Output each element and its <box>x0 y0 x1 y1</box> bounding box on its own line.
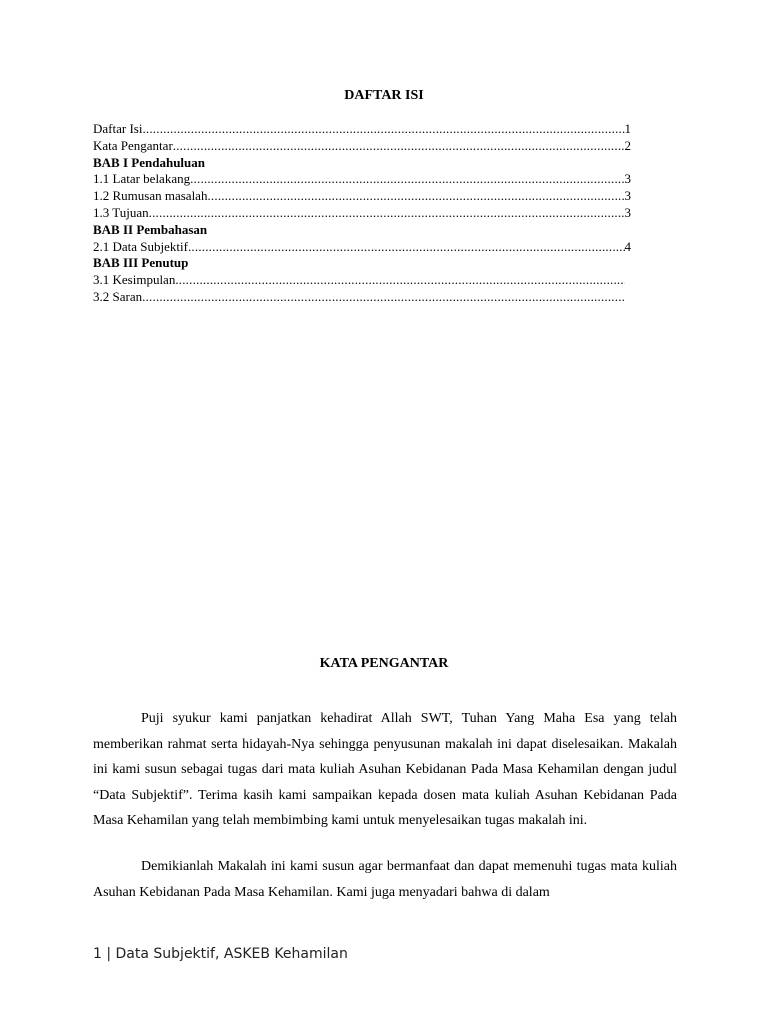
section-title: KATA PENGANTAR <box>319 656 449 671</box>
paragraph: Puji syukur kami panjatkan kehadirat Allah SWT, Tuhan Yang Maha Esa yang telah memberikan rahmat serta hidayah-Nya sehingga penyusunan makalah ini dapat diselesaikan. Makalah ini kami susun sebagai tugas dari mata kuliah Asuhan Kebidanan Pada Masa Kehamilan dengan judul “Data Subjektif”. Terima kasih kami sampaikan kepada dosen mata kuliah Asuhan Kebidanan Pada Masa Kehamilan yang telah membimbing kami untuk menyelesaikan tugas makalah ini. <box>93 711 677 829</box>
toc-entry <box>93 239 631 256</box>
paragraph: Demikianlah Makalah ini kami susun agar bermanfaat dan dapat memenuhi tugas mata kuliah Asuhan Kebidanan Pada Masa Kehamilan. Kami juga menyadari bahwa di dalam <box>93 858 677 900</box>
toc-entry <box>93 188 631 205</box>
toc-leader-dots <box>149 205 625 222</box>
toc-entry-page: 3 <box>624 188 631 204</box>
toc-entry <box>93 205 631 222</box>
toc-entry-page: 2 <box>624 137 631 153</box>
toc-leader-dots <box>188 239 625 256</box>
toc-chapter-heading: BAB III Penutup <box>93 255 189 271</box>
toc-chapter-heading: BAB I Pendahuluan <box>93 154 205 170</box>
toc-entry-label: 1.2 Rumusan masalah <box>93 188 208 204</box>
toc-leader-dots <box>142 121 624 138</box>
toc-leader-dots <box>142 289 625 306</box>
toc-entry <box>93 289 625 306</box>
toc-entry-label: 2.1 Data Subjektif <box>93 238 188 254</box>
toc-entry-page: 3 <box>624 204 631 220</box>
toc-entry-label: 1.3 Tujuan <box>93 204 149 220</box>
toc-entry-page: 4 <box>624 238 631 254</box>
toc-entry-label: 3.1 Kesimpulan <box>93 272 176 288</box>
toc-entry-page: 1 <box>624 121 631 136</box>
toc-entry-page: 3 <box>624 171 631 187</box>
page-footer: 1 | Data Subjektif, ASKEB Kehamilan <box>93 946 348 962</box>
toc-entry <box>93 272 625 289</box>
toc-leader-dots <box>173 138 625 155</box>
toc-leader-dots <box>207 188 624 205</box>
preface-body <box>93 706 677 905</box>
toc-entry <box>93 138 631 155</box>
table-of-contents <box>93 121 631 306</box>
toc-entry <box>93 171 631 188</box>
toc-entry-label: Kata Pengantar <box>93 137 173 153</box>
toc-leader-dots <box>175 272 625 289</box>
toc-entry-label: Daftar Isi <box>93 121 143 136</box>
toc-entry-label: 3.2 Saran <box>93 288 143 304</box>
toc-chapter-heading: BAB II Pembahasan <box>93 221 208 237</box>
toc-leader-dots <box>190 171 624 188</box>
toc-entry <box>93 121 631 138</box>
toc-entry-label: 1.1 Latar belakang <box>93 171 191 187</box>
toc-title: DAFTAR ISI <box>344 88 424 103</box>
